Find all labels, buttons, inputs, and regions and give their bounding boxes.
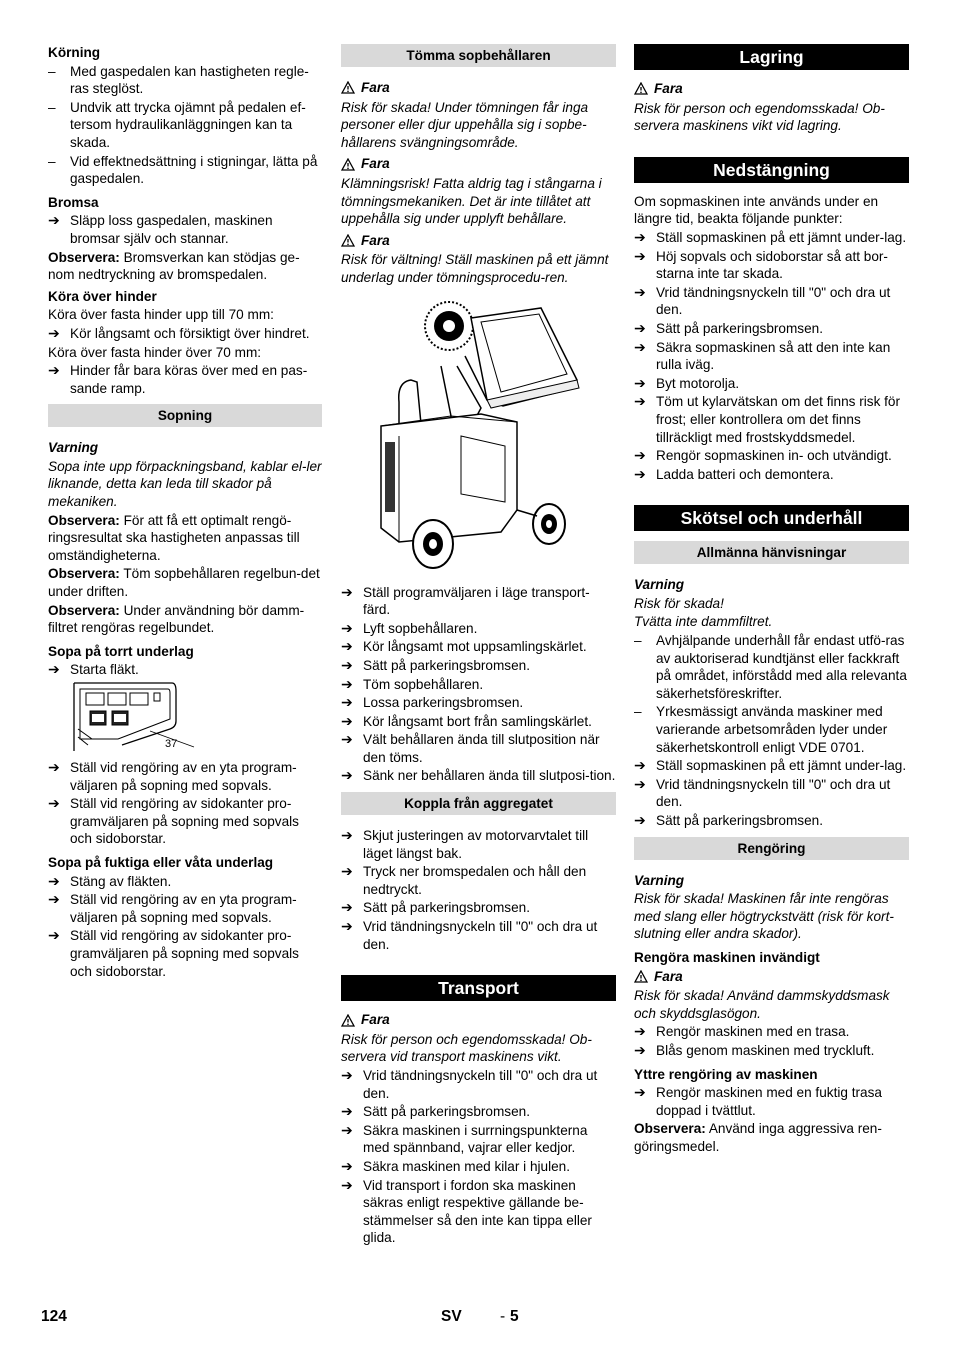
warning-triangle-icon (634, 82, 648, 95)
list-item: ➔ Säkra sopmaskinen så att den inte kan rulla iväg. (634, 338, 891, 373)
list-item: ➔ Vält behållaren ända till slutposition när den töms. (341, 731, 600, 765)
arrow-right-icon: ➔ (48, 872, 60, 889)
section-header-skotsel: Skötsel och underhåll (634, 505, 909, 531)
section-header-nedstangning: Nedstängning (634, 157, 909, 183)
page-number: 124 (41, 1308, 67, 1325)
danger-text: Risk för person och egendomsskada! Ob-servera maskinens vikt vid lagring. (634, 100, 885, 134)
arrow-right-icon: ➔ (48, 362, 60, 379)
list-item: ➔ Stäng av fläkten. (48, 872, 172, 889)
section-header-tomma: Tömma sopbehållaren (341, 44, 616, 67)
list-item: – Vid effektnedsättning i stigningar, lätta på gaspedalen. (48, 153, 318, 187)
danger-text: Risk för vältning! Ställ maskinen på ett jämnt underlag under tömningsprocedu-ren. (341, 252, 609, 285)
list-item: ➔ Töm sopbehållaren. (341, 675, 484, 692)
warning-text: Tvätta inte dammfiltret. (634, 614, 773, 630)
list-item: ➔ Rengör maskinen med en fuktig trasa doppad i tvättlut. (634, 1084, 882, 1118)
list-item: ➔ Lyft sopbehållaren. (341, 619, 478, 636)
note: Observera: För att få ett optimalt rengö-ringsresultat ska hastigheten anpassas till omständigheterna. (48, 512, 300, 563)
list-item: ➔ Sätt på parkeringsbromsen. (341, 656, 530, 673)
arrow-right-icon: ➔ (341, 712, 353, 729)
warning-triangle-icon (341, 81, 355, 94)
heading-invandigt: Rengöra maskinen invändigt (634, 949, 820, 965)
list-item: ➔ Ladda batteri och demontera. (634, 465, 834, 482)
arrow-right-icon: ➔ (341, 1157, 353, 1174)
danger-text: Risk för person och egendomsskada! Ob-servera vid transport maskinens vikt. (341, 1031, 592, 1065)
arrow-right-icon: ➔ (341, 675, 353, 692)
section-header-koppla: Koppla från aggregatet (341, 792, 616, 815)
sweeper-illustration (341, 296, 616, 586)
arrow-right-icon: ➔ (341, 827, 353, 844)
paragraph: Köra över fasta hinder över 70 mm: (48, 344, 262, 360)
list-item: ➔ Vrid tändningsnyckeln till "0" och dra ut den. (634, 775, 891, 810)
danger-label: Fara (634, 968, 909, 986)
warning-text: Risk för skada! (634, 595, 724, 611)
list-item: ➔ Rengör sopmaskinen in- och utvändigt. (634, 447, 892, 464)
arrow-right-icon: ➔ (341, 918, 353, 935)
list-item: ➔ Kör långsamt bort från samlingskärlet. (341, 712, 592, 729)
list-item: ➔ Vid transport i fordon ska maskinen säkras enligt respektive gällande be-stämmelser så den inte kan tippa eller glida. (341, 1176, 592, 1246)
arrow-right-icon: ➔ (341, 863, 353, 880)
arrow-right-icon: ➔ (48, 795, 60, 812)
arrow-right-icon: ➔ (634, 338, 646, 355)
arrow-right-icon: ➔ (634, 393, 646, 410)
list-item: ➔ Tryck ner bromspedalen och håll den nedtryckt. (341, 863, 587, 897)
note: Observera: Bromsverkan kan stödjas ge-nom nedtryckning av bromspedalen. (48, 249, 300, 283)
arrow-right-icon: ➔ (634, 319, 646, 336)
arrow-right-icon: ➔ (634, 247, 646, 264)
arrow-right-icon: ➔ (341, 899, 353, 916)
danger-label: Fara (341, 155, 616, 173)
list-item: ➔ Ställ sopmaskinen på ett jämnt under-lag. (634, 228, 907, 245)
control-panel-illustration (72, 681, 212, 755)
arrow-right-icon: ➔ (634, 1041, 646, 1058)
arrow-right-icon: ➔ (634, 228, 646, 245)
arrow-right-icon: ➔ (48, 212, 60, 229)
footer-dash: - (500, 1308, 506, 1325)
list-item: – Med gaspedalen kan hastigheten regle-ras steglöst. (48, 63, 309, 97)
list-item: ➔ Starta fläkt. (48, 661, 139, 678)
sub-page-number: 5 (510, 1308, 519, 1325)
arrow-right-icon: ➔ (634, 447, 646, 464)
language-code: SV (441, 1308, 462, 1325)
arrow-right-icon: ➔ (341, 583, 353, 600)
list-item: ➔ Höj sopvals och sidoborstar så att bor-starna inte tar skada. (634, 247, 888, 282)
note: Observera: Använd inga aggressiva ren-göringsmedel. (634, 1121, 882, 1154)
arrow-right-icon: ➔ (341, 767, 353, 784)
warning-triangle-icon (341, 234, 355, 247)
arrow-right-icon: ➔ (634, 283, 646, 300)
warning-label: Varning (634, 872, 685, 888)
arrow-right-icon: ➔ (341, 656, 353, 673)
arrow-right-icon: ➔ (48, 324, 60, 341)
list-item: ➔ Sätt på parkeringsbromsen. (634, 812, 823, 828)
section-header-rengoring: Rengöring (634, 837, 909, 860)
figure-label: 37 (165, 738, 178, 750)
warning-triangle-icon (634, 970, 648, 983)
danger-label: Fara (341, 1011, 616, 1029)
list-item: ➔ Släpp loss gaspedalen, maskinen bromsar själv och stannar. (48, 212, 273, 246)
section-header-transport: Transport (341, 975, 616, 1001)
warning-label: Varning (48, 440, 99, 456)
danger-text: Risk för skada! Under tömningen får inga personer eller djur uppehålla sig i sopbe-hållarens svängningsområde. (341, 99, 589, 150)
list-item: ➔ Byt motorolja. (634, 374, 740, 391)
section-header-sopning: Sopning (48, 404, 322, 427)
list-item: ➔ Säkra maskinen med kilar i hjulen. (341, 1157, 571, 1174)
list-item: ➔ Kör långsamt och försiktigt över hindret. (48, 324, 310, 341)
warning-label: Varning (634, 577, 685, 593)
list-item: ➔ Vrid tändningsnyckeln till "0" och dra ut den. (634, 283, 891, 318)
list-item: ➔ Ställ programväljaren i läge transport-färd. (341, 583, 590, 618)
arrow-right-icon: ➔ (48, 759, 60, 775)
arrow-right-icon: ➔ (341, 1121, 353, 1138)
arrow-right-icon: ➔ (48, 927, 60, 944)
list-item: ➔ Blås genom maskinen med tryckluft. (634, 1041, 875, 1058)
list-item: ➔ Vrid tändningsnyckeln till "0" och dra ut den. (341, 1067, 598, 1101)
list-item: ➔ Vrid tändningsnyckeln till "0" och dra ut den. (341, 918, 598, 952)
list-item: ➔ Ställ vid rengöring av en yta program-väljaren på sopning med sopvals. (48, 891, 297, 925)
danger-label: Fara (341, 79, 616, 97)
list-item: ➔ Hinder får bara köras över med en pas-sande ramp. (48, 362, 308, 396)
column-3 (634, 44, 909, 1157)
arrow-right-icon: ➔ (341, 694, 353, 711)
list-item: – Yrkesmässigt använda maskiner med varierande arbetsområden lyder under säkerhetskontroll enligt VDE 0701. (634, 704, 888, 755)
arrow-right-icon: ➔ (634, 374, 646, 391)
arrow-right-icon: ➔ (48, 661, 60, 678)
list-item: ➔ Skjut justeringen av motorvarvtalet till läget längst bak. (341, 827, 589, 861)
arrow-right-icon: ➔ (341, 638, 353, 655)
list-item: ➔ Ställ vid rengöring av en yta program-väljaren på sopning med sopvals. (48, 759, 297, 793)
arrow-right-icon: ➔ (634, 1023, 646, 1040)
danger-label: Fara (634, 80, 909, 98)
column-1 (48, 44, 322, 981)
danger-label: Fara (341, 232, 616, 250)
section-header-lagring: Lagring (634, 44, 909, 70)
danger-text: Klämningsrisk! Fatta aldrig tag i stångarna i tömningsmekaniken. Det är inte tillåtet att uppehålla sig under upplyft behållare. (341, 175, 602, 227)
list-item: ➔ Sänk ner behållaren ända till slutposi-tion. (341, 767, 616, 784)
warning-triangle-icon (341, 158, 355, 171)
list-item: ➔ Rengör maskinen med en trasa. (634, 1023, 850, 1040)
paragraph: Köra över fasta hinder upp till 70 mm: (48, 307, 274, 323)
warning-triangle-icon (341, 1014, 355, 1027)
heading-bromsa: Bromsa (48, 194, 99, 210)
heading-korning: Körning (48, 45, 101, 60)
heading-yttre: Yttre rengöring av maskinen (634, 1066, 818, 1082)
paragraph: Om sopmaskinen inte används under en längre tid, beakta följande punkter: (634, 193, 879, 227)
arrow-right-icon: ➔ (634, 812, 646, 828)
warning-text: Risk för skada! Maskinen får inte rengöras med slang eller högtryckstvätt (risk för kort-slutning eller andra skador). (634, 891, 894, 942)
arrow-right-icon: ➔ (341, 731, 353, 748)
arrow-right-icon: ➔ (634, 757, 646, 774)
list-item: ➔ Ställ sopmaskinen på ett jämnt under-lag. (634, 757, 907, 774)
section-header-allmanna: Allmänna hänvisningar (634, 541, 909, 564)
list-item: ➔ Kör långsamt mot uppsamlingskärlet. (341, 638, 587, 655)
arrow-right-icon: ➔ (341, 1176, 353, 1193)
arrow-right-icon: ➔ (341, 1103, 353, 1120)
list-item: ➔ Töm ut kylarvätskan om det finns risk för frost; eller kontrollera om det finns tillräckligt med frostskyddsmedel. (634, 393, 901, 445)
list-item: ➔ Ställ vid rengöring av sidokanter pro-gramväljaren på sopning med sopvals och sidoborstar. (48, 795, 299, 847)
list-item: ➔ Ställ vid rengöring av sidokanter pro-gramväljaren på sopning med sopvals och sidoborstar. (48, 927, 299, 979)
arrow-right-icon: ➔ (634, 1084, 646, 1101)
arrow-right-icon: ➔ (634, 775, 646, 792)
note: Observera: Töm sopbehållaren regelbun-det under driften. (48, 566, 320, 600)
heading-fuktiga: Sopa på fuktiga eller våta underlag (48, 854, 274, 870)
arrow-right-icon: ➔ (341, 1067, 353, 1083)
arrow-right-icon: ➔ (634, 465, 646, 482)
danger-text: Risk för skada! Använd dammskyddsmask och skyddsglasögon. (634, 988, 890, 1021)
column-2 (341, 44, 616, 1248)
arrow-right-icon: ➔ (341, 619, 353, 636)
list-item: – Undvik att trycka ojämnt på pedalen ef-tersom hydraulikanläggningen kan ta skada. (48, 99, 306, 150)
list-item: ➔ Sätt på parkeringsbromsen. (341, 899, 530, 916)
heading-torrt: Sopa på torrt underlag (48, 643, 194, 659)
arrow-right-icon: ➔ (48, 891, 60, 908)
list-item: – Avhjälpande underhåll får endast utfö-ras av auktoriserad kundtjänst eller fackkraft på området, införstådd med alla relevanta säkerhetsföreskrifter. (634, 633, 907, 701)
list-item: ➔ Sätt på parkeringsbromsen. (341, 1103, 530, 1120)
list-item: ➔ Säkra maskinen i surrningspunkterna med spännband, vajrar eller kedjor. (341, 1121, 588, 1156)
sweeper-dumping-figure (341, 288, 616, 584)
list-item: ➔ Sätt på parkeringsbromsen. (634, 319, 823, 336)
control-panel-figure (48, 681, 322, 755)
note: Observera: Under användning bör damm-filtret rengöras regelbundet. (48, 602, 305, 636)
list-item: ➔ Lossa parkeringsbromsen. (341, 694, 524, 711)
warning-text: Sopa inte upp förpackningsband, kablar el-ler liknande, detta kan leda till skador på mekaniken. (48, 458, 322, 510)
heading-hinder: Köra över hinder (48, 288, 157, 304)
